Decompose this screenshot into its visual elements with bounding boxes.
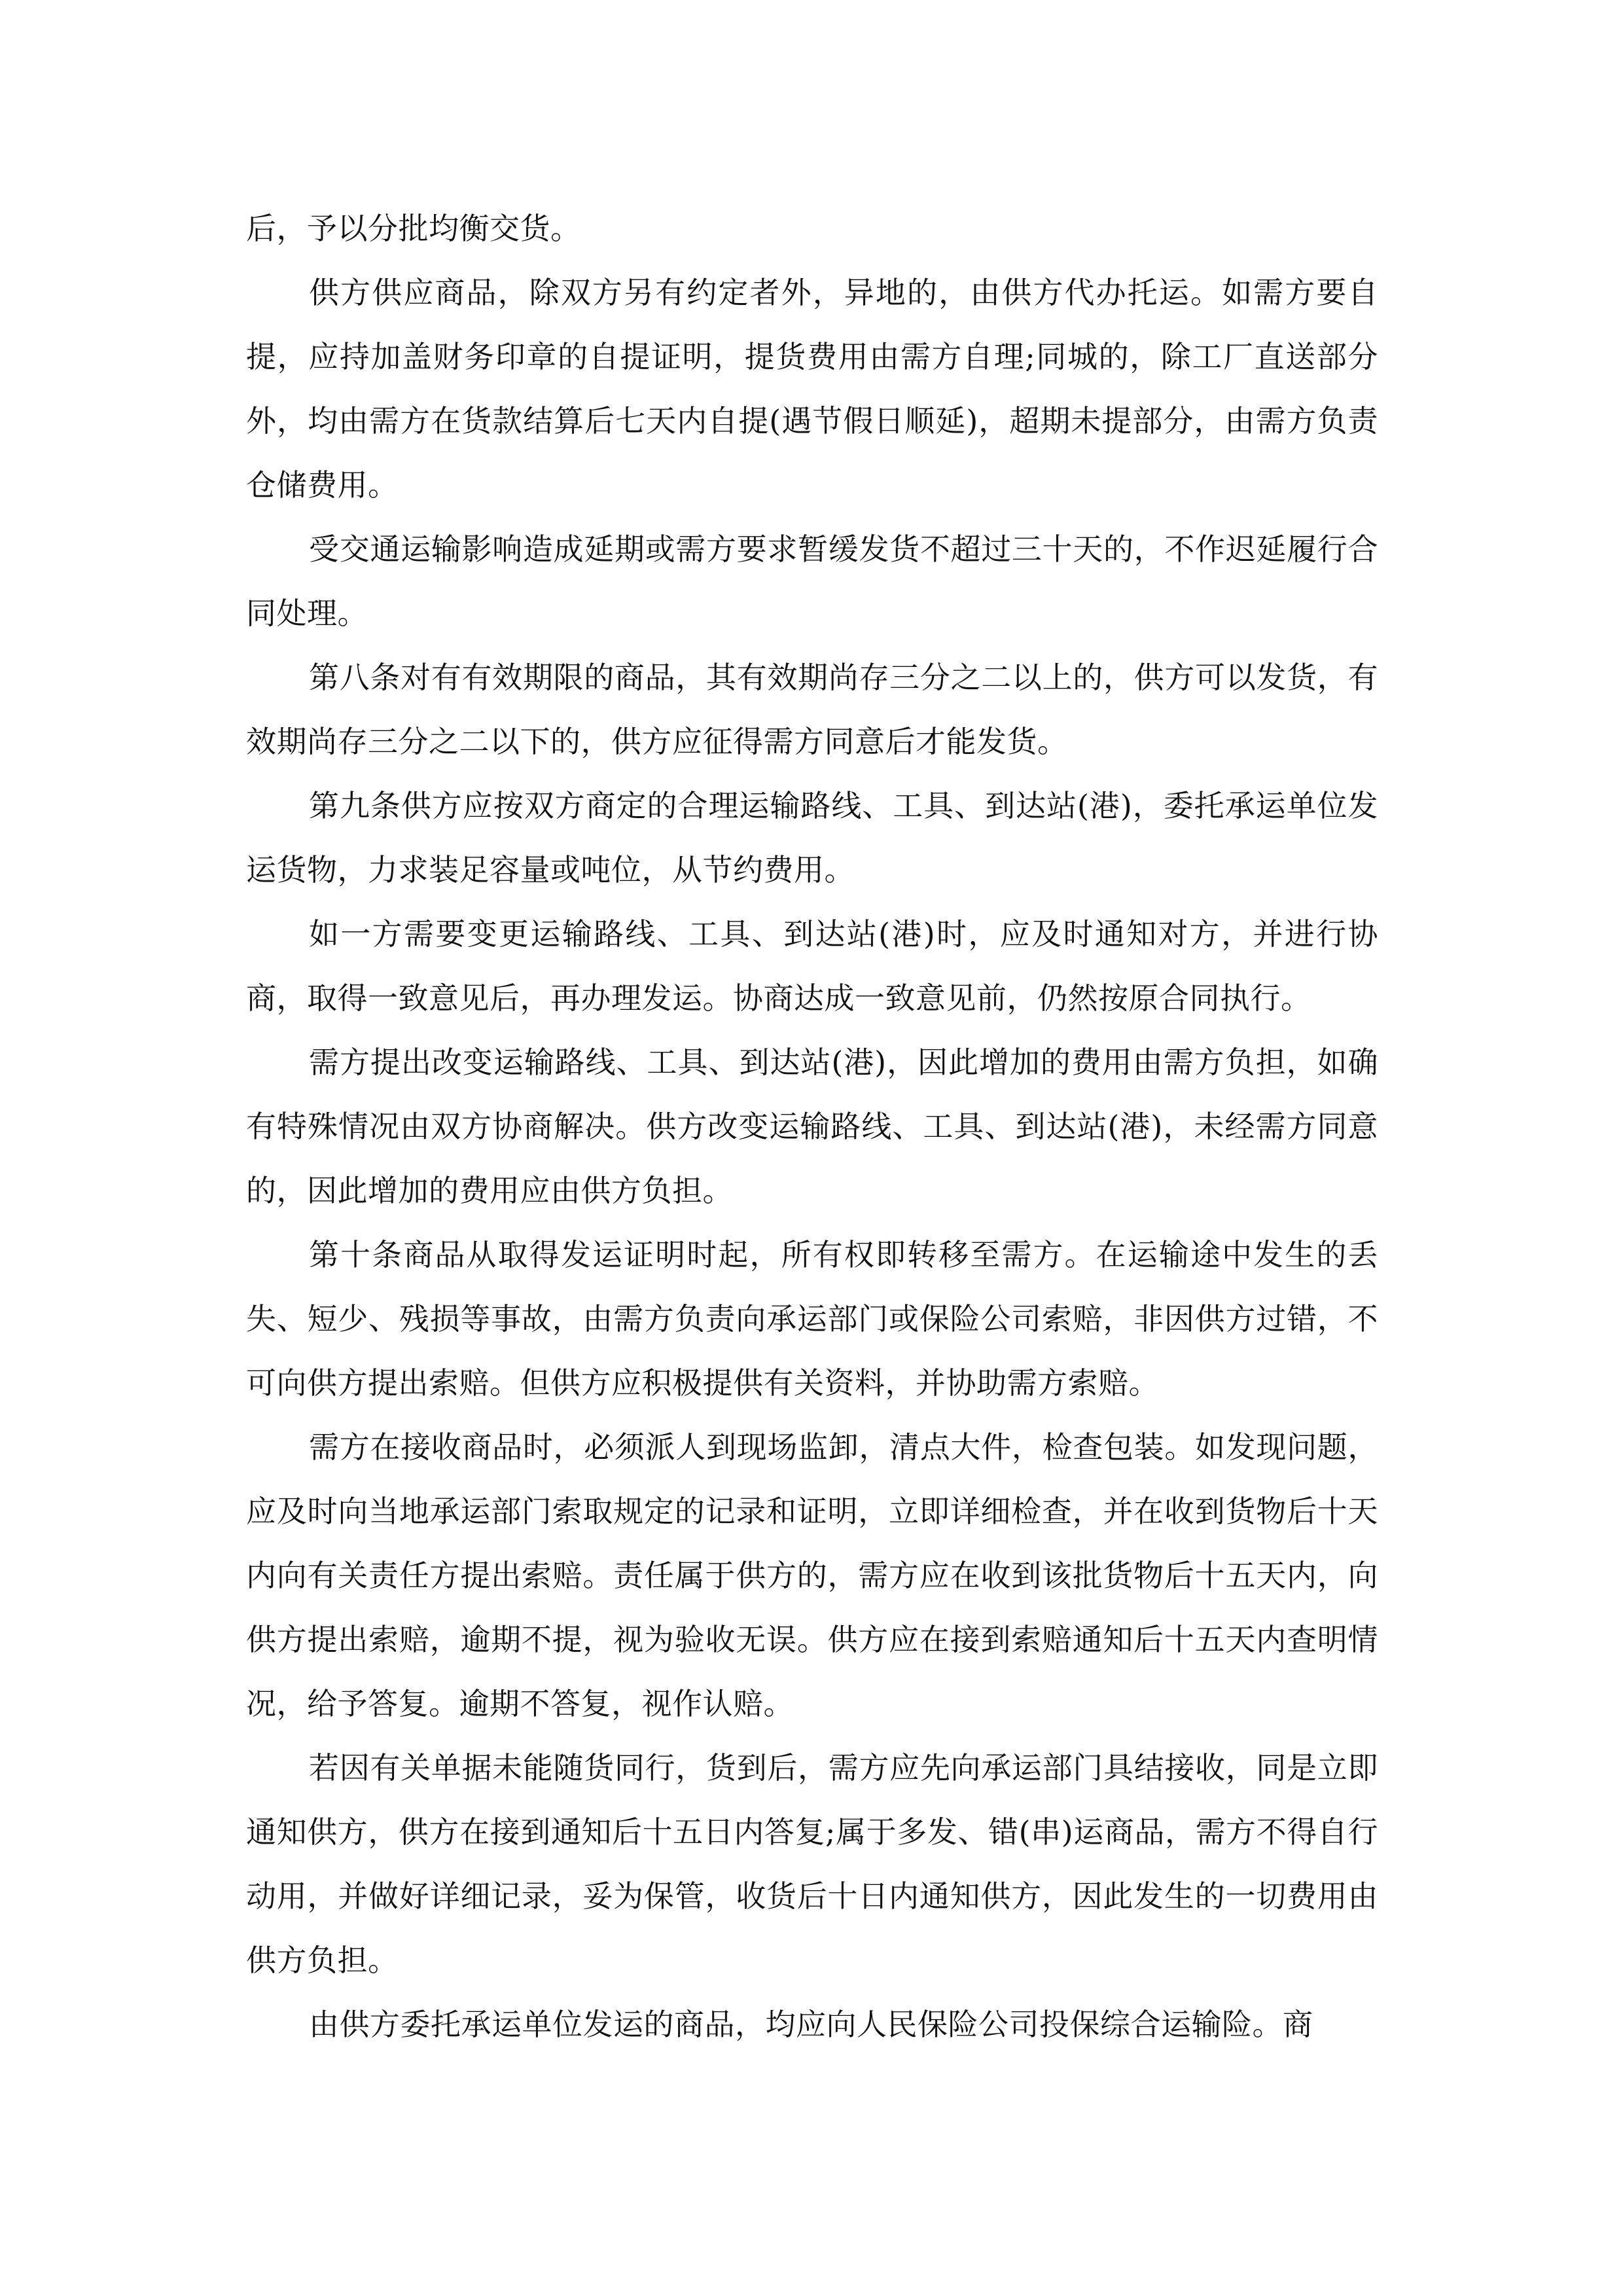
paragraph-article-8: 第八条对有有效期限的商品，其有效期尚存三分之二以上的，供方可以发货，有效期尚存三分之二以下的，供方应征得需方同意后才能发货。 [246,660,1378,759]
paragraph-transport-delay: 受交通运输影响造成延期或需方要求暂缓发货不超过三十天的，不作迟延履行合同处理。 [246,531,1378,631]
paragraph-insurance: 由供方委托承运单位发运的商品，均应向人民保险公司投保综合运输险。商 [309,2007,1313,2042]
document-body [246,196,1378,2056]
paragraph-missing-documents: 若因有关单据未能随货同行，货到后，需方应先向承运部门具结接收，同是立即通知供方，供方在接到通知后十五日内答复;属于多发、错(串)运商品，需方不得自行动用，并做好详细记录，妥为保管，收货后十日内通知供方，因此发生的一切费用由供方负担。 [246,1750,1379,1978]
paragraph-continuation: 后，予以分批均衡交货。 [246,211,581,246]
paragraph-article-9: 第九条供方应按双方商定的合理运输路线、工具、到达站(港)，委托承运单位发运货物，力求装足容量或吨位，从节约费用。 [246,788,1378,888]
paragraph-receiving-inspection: 需方在接收商品时，必须派人到现场监卸，清点大件，检查包装。如发现问题，应及时向当地承运部门索取规定的记录和证明，立即详细检查，并在收到货物后十天内向有关责任方提出索赔。责任属于供方的，需方应在收到该批货物后十五天内，向供方提出索赔，逾期不提，视为验收无误。供方应在接到索赔通知后十五天内查明情况，给予答复。逾期不答复，视作认赔。 [246,1429,1378,1721]
paragraph-route-change-cost: 需方提出改变运输路线、工具、到达站(港)，因此增加的费用由需方负担，如确有特殊情况由双方协商解决。供方改变运输路线、工具、到达站(港)，未经需方同意的，因此增加的费用应由供方负担。 [246,1045,1378,1208]
paragraph-article-10: 第十条商品从取得发运证明时起，所有权即转移至需方。在运输途中发生的丢失、短少、残损等事故，由需方负责向承运部门或保险公司索赔，非因供方过错，不可向供方提出索赔。但供方应积极提供有关资料，并协助需方索赔。 [246,1237,1378,1401]
paragraph-delivery-method: 供方供应商品，除双方另有约定者外，异地的，由供方代办托运。如需方要自提，应持加盖财务印章的自提证明，提货费用由需方自理;同城的，除工厂直送部分外，均由需方在货款结算后七天内自提(遇节假日顺延)，超期未提部分，由需方负责仓储费用。 [246,275,1378,503]
paragraph-route-change: 如一方需要变更运输路线、工具、到达站(港)时，应及时通知对方，并进行协商，取得一致意见后，再办理发运。协商达成一致意见前，仍然按原合同执行。 [246,916,1378,1016]
